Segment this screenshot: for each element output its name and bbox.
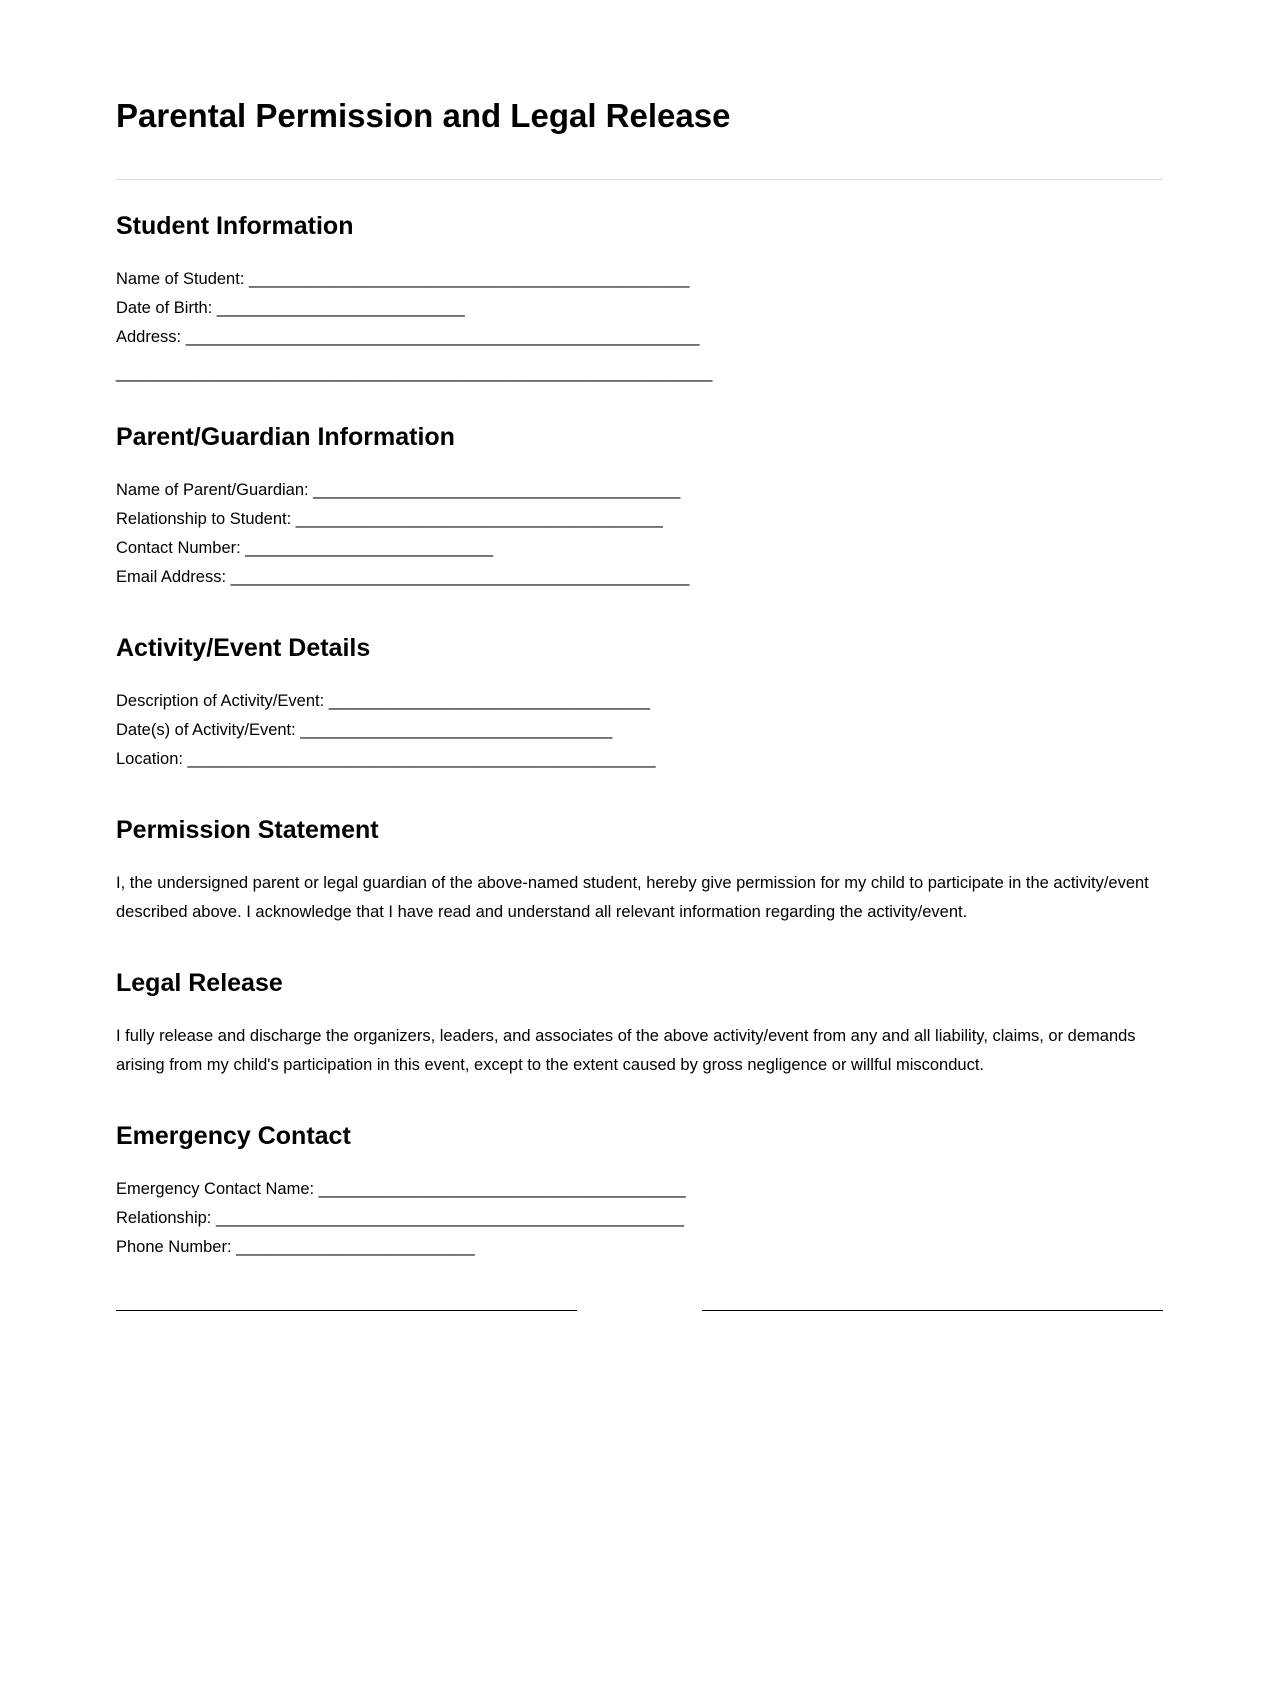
legal-release-heading: Legal Release	[116, 969, 283, 997]
student-information-section	[116, 208, 1163, 388]
student-information-heading: Student Information	[116, 212, 354, 240]
phone-number-field[interactable]: Phone Number: __________________________	[116, 1238, 475, 1256]
emergency-contact-fields	[116, 1175, 1163, 1262]
activity-details-heading: Activity/Event Details	[116, 634, 371, 662]
location-field[interactable]: Location: ___________________________________________________	[116, 750, 656, 768]
permission-statement-section	[116, 812, 1163, 944]
guardian-name-field[interactable]: Name of Parent/Guardian: ________________________________________	[116, 481, 681, 499]
student-name-field[interactable]: Name of Student: ________________________________________________	[116, 270, 690, 288]
email-address-field[interactable]: Email Address: __________________________________________________	[116, 568, 690, 586]
address-field[interactable]: Address: ________________________________________________________	[116, 328, 700, 346]
emergency-contact-name-field[interactable]: Emergency Contact Name: ________________________________________	[116, 1180, 686, 1198]
emergency-contact-section	[116, 1118, 1163, 1262]
activity-details-section	[116, 630, 1163, 774]
student-information-fields	[116, 265, 1163, 388]
guardian-information-section	[116, 419, 1163, 592]
address-line-2-field[interactable]: _________________________________________________________________	[116, 364, 713, 382]
activity-description-field[interactable]: Description of Activity/Event: ___________________________________	[116, 692, 650, 710]
guardian-information-heading: Parent/Guardian Information	[116, 423, 455, 451]
signature-line-right[interactable]	[702, 1310, 1163, 1311]
emergency-contact-heading: Emergency Contact	[116, 1122, 351, 1150]
title-divider	[116, 179, 1163, 180]
activity-dates-field[interactable]: Date(s) of Activity/Event: __________________________________	[116, 721, 613, 739]
guardian-information-fields	[116, 476, 1163, 592]
document-title: Parental Permission and Legal Release	[116, 97, 731, 134]
legal-release-section	[116, 965, 1163, 1097]
activity-details-fields	[116, 687, 1163, 774]
relationship-to-student-field[interactable]: Relationship to Student: ________________________________________	[116, 510, 663, 528]
signature-line-left[interactable]	[116, 1310, 577, 1311]
contact-number-field[interactable]: Contact Number: ___________________________	[116, 539, 494, 557]
emergency-relationship-field[interactable]: Relationship: ___________________________________________________	[116, 1209, 684, 1227]
permission-statement-heading: Permission Statement	[116, 816, 379, 844]
date-of-birth-field[interactable]: Date of Birth: ___________________________	[116, 299, 465, 317]
permission-statement-text: I, the undersigned parent or legal guardian of the above-named student, hereby give permission for my child to participate in the activity/event described above. I acknowledge that I have read and understand all relevant information regarding the activity/event.	[116, 874, 1149, 921]
legal-release-text: I fully release and discharge the organizers, leaders, and associates of the above activity/event from any and all liability, claims, or demands arising from my child's participation in this event, except to the extent caused by gross negligence or willful misconduct.	[116, 1027, 1136, 1074]
